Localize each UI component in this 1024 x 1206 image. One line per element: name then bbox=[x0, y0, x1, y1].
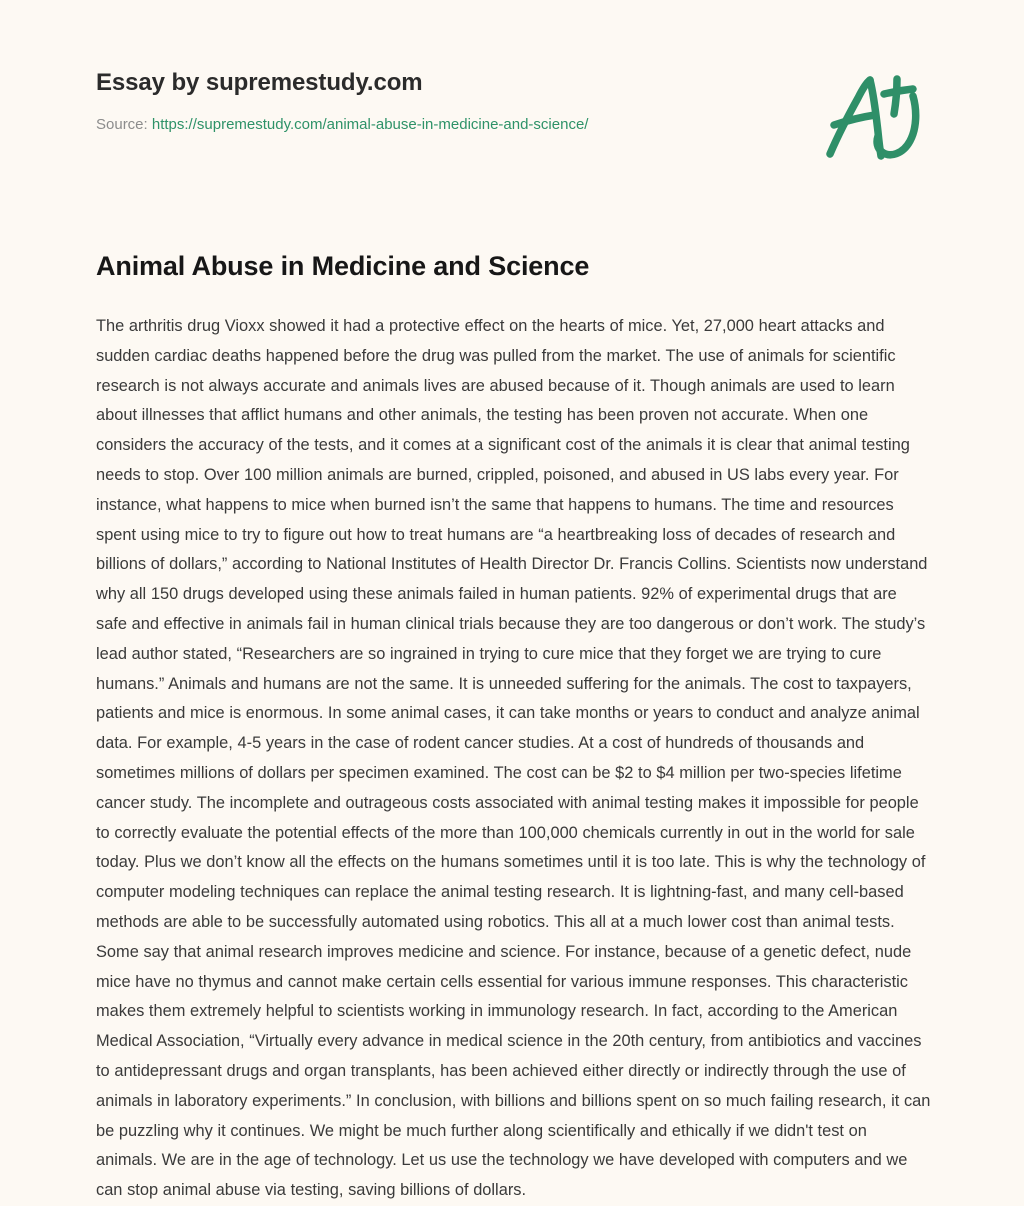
source-line bbox=[96, 115, 928, 135]
a-plus-logo[interactable] bbox=[818, 66, 928, 166]
page-header bbox=[96, 68, 928, 135]
source-label: Source: bbox=[96, 116, 148, 133]
essay-byline: Essay by supremestudy.com bbox=[96, 69, 423, 96]
a-plus-logo-icon bbox=[818, 66, 928, 166]
essay-body-text: The arthritis drug Vioxx showed it had a protective effect on the hearts of mice. Yet, 27,000 heart attacks and sudden cardiac deaths happened before the drug was pulled from the market. The use of animals for scientific research is not always accurate and animals lives are abused because of it. Though animals are used to learn about illnesses that afflict humans and other animals, the testing has been proven not accurate. When one considers the accuracy of the tests, and it comes at a significant cost of the animals it is clear that animal testing needs to stop. Over 100 million animals are burned, crippled, poisoned, and abused in US labs every year. For instance, what happens to mice when burned isn’t the same that happens to humans. The time and resources spent using mice to try to figure out how to treat humans are “a heartbreaking loss of decades of research and billions of dollars,” according to National Institutes of Health Director Dr. Francis Collins. Scientists now understand why all 150 drugs developed using these animals failed in human patients. 92% of experimental drugs that are safe and effective in animals fail in human clinical trials because they are too dangerous or don’t work. The study’s lead author stated, “Researchers are so ingrained in trying to cure mice that they forget we are trying to cure humans.” Animals and humans are not the same. It is unneeded suffering for the animals. The cost to taxpayers, patients and mice is enormous. In some animal cases, it can take months or years to conduct and analyze animal data. For example, 4-5 years in the case of rodent cancer studies. At a cost of hundreds of thousands and sometimes millions of dollars per specimen examined. The cost can be $2 to $4 million per two-species lifetime cancer study. The incomplete and outrageous costs associated with animal testing makes it impossible for people to correctly evaluate the potential effects of the more than 100,000 chemicals currently in out in the world for sale today. Plus we don’t know all the effects on the humans sometimes until it is too late. This is why the technology of computer modeling techniques can replace the animal testing research. It is lightning-fast, and many cell-based methods are able to be successfully automated using robotics. This all at a much lower cost than animal tests. Some say that animal research improves medicine and science. For instance, because of a genetic defect, nude mice have no thymus and cannot make certain cells essential for various immune responses. This characteristic makes them extremely helpful to scientists working in immunology research. In fact, according to the American Medical Association, “Virtually every advance in medical science in the 20th century, from antibiotics and vaccines to antidepressant drugs and organ transplants, has been achieved either directly or indirectly through the use of animals in laboratory experiments.” In conclusion, with billions and billions spent on so much failing research, it can be puzzling why it continues. We might be much further along scientifically and ethically if we didn't test on animals. We are in the age of technology. Let us use the technology we have developed with computers and we can stop animal abuse via testing, saving billions of dollars. bbox=[96, 317, 931, 1200]
page-title: Animal Abuse in Medicine and Science bbox=[96, 251, 590, 281]
source-url-link[interactable]: https://supremestudy.com/animal-abuse-in-medicine-and-science/ bbox=[151, 116, 589, 133]
